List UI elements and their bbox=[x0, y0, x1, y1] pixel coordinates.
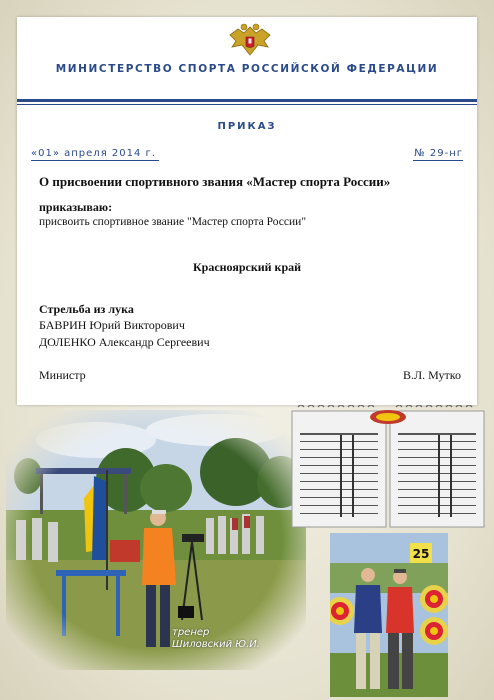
photo-collage bbox=[0, 405, 494, 700]
awardee-name: БАВРИН Юрий Викторович bbox=[39, 318, 185, 332]
russian-eagle-emblem-icon bbox=[224, 21, 276, 59]
order-subject: О присвоении спортивного звания «Мастер спорта России» bbox=[39, 174, 391, 189]
order-verb: приказываю: bbox=[39, 200, 113, 214]
order-title: ПРИКАЗ bbox=[217, 121, 277, 132]
sport-heading: Стрельба из лука bbox=[39, 302, 134, 316]
signature-title: Министр bbox=[39, 368, 86, 382]
athletes-photo bbox=[330, 533, 448, 697]
signature-name: В.Л. Мутко bbox=[403, 368, 461, 382]
target-number: 25 bbox=[412, 547, 430, 561]
region-heading: Красноярский край bbox=[192, 260, 302, 274]
number-underline bbox=[413, 160, 463, 161]
awardee-name: ДОЛЕНКО Александр Сергеевич bbox=[39, 335, 210, 349]
date-underline bbox=[31, 160, 159, 161]
order-number: № 29-нг bbox=[414, 148, 463, 159]
coach-caption: тренер bbox=[172, 627, 210, 638]
order-date: «01» апреля 2014 г. bbox=[31, 148, 156, 159]
header-rule-thin bbox=[17, 104, 477, 105]
ministry-header: МИНИСТЕРСТВО СПОРТА РОССИЙСКОЙ ФЕДЕРАЦИИ bbox=[55, 63, 439, 75]
header-rule bbox=[17, 99, 477, 102]
results-sheets-image bbox=[290, 405, 486, 529]
order-document bbox=[17, 17, 477, 405]
coach-name: Шиловский Ю.И. bbox=[172, 639, 260, 650]
archery-range-photo bbox=[6, 410, 306, 670]
order-text: присвоить спортивное звание "Мастер спорта России" bbox=[39, 216, 307, 228]
